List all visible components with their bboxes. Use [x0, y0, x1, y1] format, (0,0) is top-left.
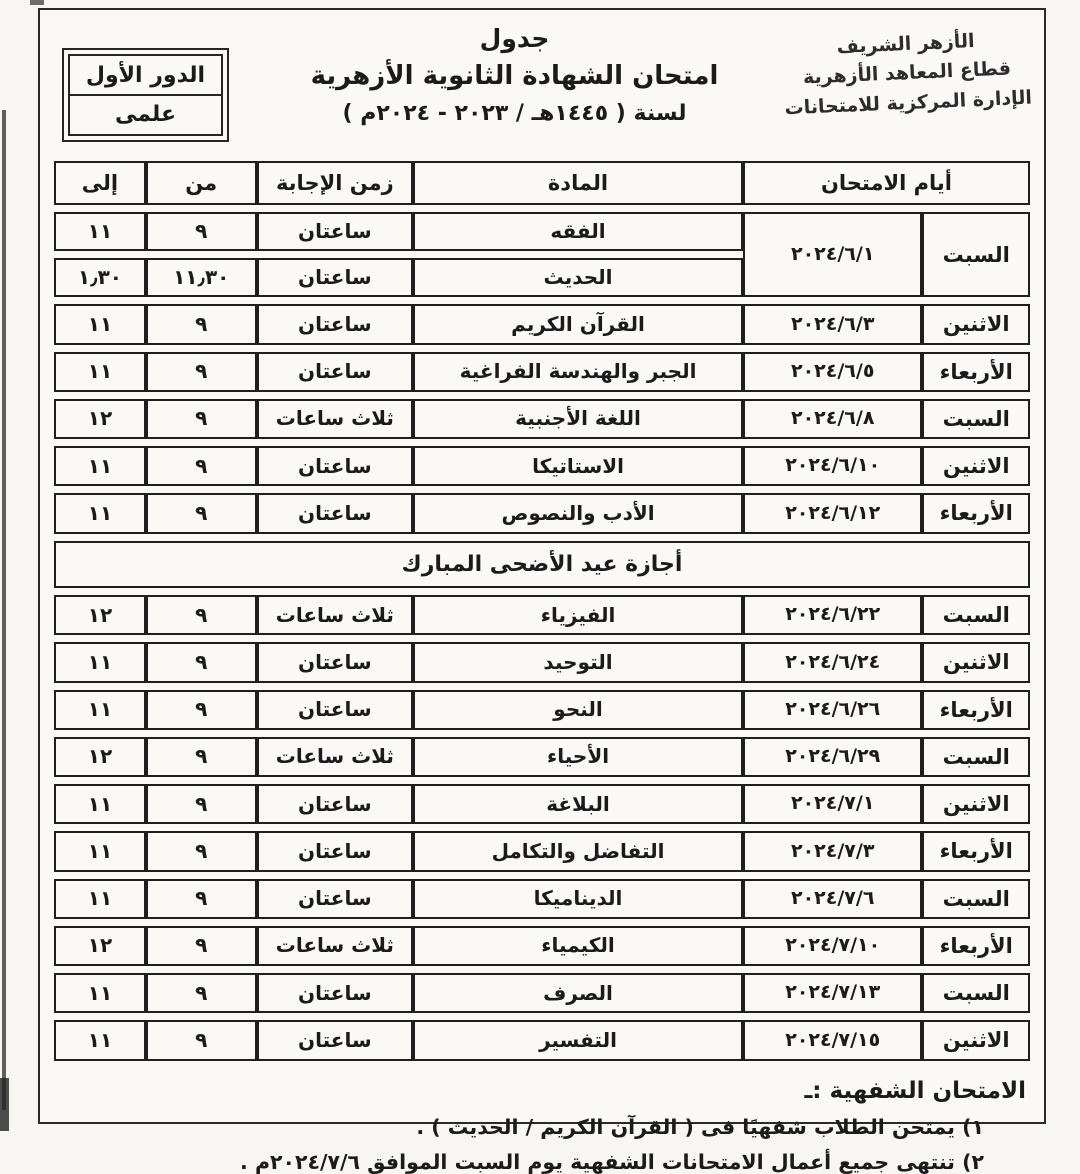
header-subject: المادة — [413, 161, 743, 205]
exam-round-box-inner — [68, 54, 223, 136]
azhar-calligraphy-logo — [780, 25, 1034, 124]
exam-day-cell: الأربعاء — [922, 493, 1030, 533]
exam-round-box — [62, 48, 229, 142]
note-item-1: ١) يمتحن الطلاب شفهيًا فى ( القرآن الكريم / الحديث ) . — [416, 1114, 984, 1139]
schedule-row — [54, 926, 1030, 966]
from-time-cell: ٩ — [146, 973, 257, 1013]
subject-cell: الحديث — [413, 258, 743, 297]
schedule-row — [54, 352, 1030, 392]
to-time-cell: ١١ — [54, 493, 146, 533]
exam-day-cell: الاثنين — [922, 446, 1030, 486]
schedule-row — [54, 784, 1030, 824]
exam-date-cell: ٢٠٢٤/٦/١٢ — [743, 493, 923, 533]
schedule-row — [54, 399, 1030, 439]
schedule-body — [54, 212, 1030, 1060]
subject-cell: الاستاتيكا — [413, 446, 743, 486]
from-time-cell: ٩ — [146, 212, 257, 251]
duration-cell: ساعتان — [257, 304, 414, 344]
duration-cell: ساعتان — [257, 212, 414, 251]
schedule-row — [54, 446, 1030, 486]
from-time-cell: ٩ — [146, 879, 257, 919]
to-time-cell: ١٢ — [54, 399, 146, 439]
logo-line: قطاع المعاهد الأزهرية — [802, 57, 1012, 89]
duration-cell: ساعتان — [257, 879, 414, 919]
exam-date-cell: ٢٠٢٤/٧/١٥ — [743, 1020, 923, 1060]
schedule-row — [54, 737, 1030, 777]
exam-day-cell: السبت — [922, 399, 1030, 439]
holiday-row — [54, 541, 1030, 589]
schedule-row — [54, 595, 1030, 635]
to-time-cell: ١٢ — [54, 926, 146, 966]
subject-cell: التفاضل والتكامل — [413, 831, 743, 871]
schedule-row — [54, 831, 1030, 871]
document-frame — [38, 8, 1046, 1174]
to-time-cell: ١١ — [54, 784, 146, 824]
duration-cell: ثلاث ساعات — [257, 595, 414, 635]
to-time-cell: ١٢ — [54, 737, 146, 777]
exam-schedule-table — [54, 154, 1030, 1068]
schedule-row — [54, 690, 1030, 730]
exam-date-cell: ٢٠٢٤/٦/٥ — [743, 352, 923, 392]
scan-edge-artifact — [2, 110, 6, 1110]
to-time-cell: ١٫٣٠ — [54, 258, 146, 297]
duration-cell: ساعتان — [257, 1020, 414, 1060]
exam-date-cell: ٢٠٢٤/٦/١٠ — [743, 446, 923, 486]
exam-date-cell: ٢٠٢٤/٧/١٣ — [743, 973, 923, 1013]
exam-day-cell: السبت — [922, 212, 1030, 297]
document-title-word: جدول — [479, 24, 550, 53]
subject-cell: البلاغة — [413, 784, 743, 824]
exam-day-cell: الاثنين — [922, 1020, 1030, 1060]
exam-date-cell: ٢٠٢٤/٧/٦ — [743, 879, 923, 919]
exam-day-cell: السبت — [922, 973, 1030, 1013]
scan-corner-artifact — [0, 1078, 9, 1131]
holiday-label: أجازة عيد الأضحى المبارك — [54, 541, 1030, 589]
round-label: الدور الأول — [70, 56, 221, 96]
to-time-cell: ١١ — [54, 352, 146, 392]
oral-exam-notes — [52, 1078, 1026, 1174]
duration-cell: ثلاث ساعات — [257, 737, 414, 777]
subject-cell: القرآن الكريم — [413, 304, 743, 344]
exam-date-cell: ٢٠٢٤/٦/٢٤ — [743, 642, 923, 682]
duration-cell: ساعتان — [257, 493, 414, 533]
from-time-cell: ١١٫٣٠ — [146, 258, 257, 297]
schedule-row — [54, 1020, 1030, 1060]
duration-cell: ثلاث ساعات — [257, 399, 414, 439]
exam-date-cell: ٢٠٢٤/٧/١ — [743, 784, 923, 824]
note-item-2: ٢) تنتهى جميع أعمال الامتحانات الشفهية يوم السبت الموافق ٢٠٢٤/٧/٦م . — [240, 1149, 984, 1174]
schedule-row — [54, 642, 1030, 682]
document-title-block — [247, 16, 782, 126]
duration-cell: ساعتان — [257, 642, 414, 682]
subject-cell: الكيمياء — [413, 926, 743, 966]
from-time-cell: ٩ — [146, 737, 257, 777]
from-time-cell: ٩ — [146, 304, 257, 344]
logo-line: الإدارة المركزية للامتحانات — [784, 86, 1033, 120]
from-time-cell: ٩ — [146, 352, 257, 392]
table-header-row — [54, 161, 1030, 205]
from-time-cell: ٩ — [146, 399, 257, 439]
exam-day-cell: الاثنين — [922, 784, 1030, 824]
to-time-cell: ١١ — [54, 642, 146, 682]
from-time-cell: ٩ — [146, 642, 257, 682]
subject-cell: الجبر والهندسة الفراغية — [413, 352, 743, 392]
schedule-row — [54, 304, 1030, 344]
subject-cell: التوحيد — [413, 642, 743, 682]
to-time-cell: ١١ — [54, 446, 146, 486]
from-time-cell: ٩ — [146, 595, 257, 635]
duration-cell: ساعتان — [257, 973, 414, 1013]
header-to: إلى — [54, 161, 146, 205]
to-time-cell: ١٢ — [54, 595, 146, 635]
exam-day-cell: الأربعاء — [922, 831, 1030, 871]
document-title-year: لسنة ( ١٤٤٥هـ / ٢٠٢٣ - ٢٠٢٤م ) — [342, 101, 687, 126]
logo-line: الأزهر الشريف — [836, 30, 976, 59]
header-exam-days: أيام الامتحان — [743, 161, 1030, 205]
schedule-row — [54, 879, 1030, 919]
duration-cell: ساعتان — [257, 690, 414, 730]
subject-cell: الفيزياء — [413, 595, 743, 635]
exam-day-cell: السبت — [922, 737, 1030, 777]
scan-top-artifact — [30, 0, 44, 5]
exam-date-cell: ٢٠٢٤/٦/٢٦ — [743, 690, 923, 730]
subject-cell: الأدب والنصوص — [413, 493, 743, 533]
header-duration: زمن الإجابة — [257, 161, 414, 205]
from-time-cell: ٩ — [146, 493, 257, 533]
exam-date-cell: ٢٠٢٤/٦/٢٢ — [743, 595, 923, 635]
duration-cell: ساعتان — [257, 258, 414, 297]
duration-cell: ثلاث ساعات — [257, 926, 414, 966]
exam-day-cell: الاثنين — [922, 304, 1030, 344]
to-time-cell: ١١ — [54, 1020, 146, 1060]
exam-day-cell: الأربعاء — [922, 690, 1030, 730]
exam-date-cell: ٢٠٢٤/٧/١٠ — [743, 926, 923, 966]
to-time-cell: ١١ — [54, 212, 146, 251]
schedule-row — [54, 973, 1030, 1013]
exam-day-cell: الأربعاء — [922, 352, 1030, 392]
duration-cell: ساعتان — [257, 831, 414, 871]
to-time-cell: ١١ — [54, 690, 146, 730]
schedule-row — [54, 212, 1030, 251]
exam-day-cell: الاثنين — [922, 642, 1030, 682]
exam-day-cell: الأربعاء — [922, 926, 1030, 966]
to-time-cell: ١١ — [54, 879, 146, 919]
to-time-cell: ١١ — [54, 304, 146, 344]
schedule-row — [54, 493, 1030, 533]
subject-cell: الأحياء — [413, 737, 743, 777]
duration-cell: ساعتان — [257, 784, 414, 824]
duration-cell: ساعتان — [257, 352, 414, 392]
subject-cell: الديناميكا — [413, 879, 743, 919]
subject-cell: التفسير — [413, 1020, 743, 1060]
subject-cell: النحو — [413, 690, 743, 730]
notes-title: الامتحان الشفهية :ـ — [804, 1077, 1026, 1104]
from-time-cell: ٩ — [146, 690, 257, 730]
from-time-cell: ٩ — [146, 446, 257, 486]
exam-date-cell: ٢٠٢٤/٦/٨ — [743, 399, 923, 439]
exam-day-cell: السبت — [922, 879, 1030, 919]
to-time-cell: ١١ — [54, 831, 146, 871]
subject-cell: الفقه — [413, 212, 743, 251]
exam-day-cell: السبت — [922, 595, 1030, 635]
from-time-cell: ٩ — [146, 1020, 257, 1060]
duration-cell: ساعتان — [257, 446, 414, 486]
subject-cell: اللغة الأجنبية — [413, 399, 743, 439]
document-header — [52, 16, 1032, 152]
exam-date-cell: ٢٠٢٤/٧/٣ — [743, 831, 923, 871]
exam-date-cell: ٢٠٢٤/٦/٣ — [743, 304, 923, 344]
exam-date-cell: ٢٠٢٤/٦/٢٩ — [743, 737, 923, 777]
document-title-main: امتحان الشهادة الثانوية الأزهرية — [310, 61, 719, 91]
subject-cell: الصرف — [413, 973, 743, 1013]
header-from: من — [146, 161, 257, 205]
from-time-cell: ٩ — [146, 926, 257, 966]
from-time-cell: ٩ — [146, 831, 257, 871]
to-time-cell: ١١ — [54, 973, 146, 1013]
exam-date-cell: ٢٠٢٤/٦/١ — [743, 212, 923, 297]
from-time-cell: ٩ — [146, 784, 257, 824]
track-label: علمى — [114, 102, 176, 127]
